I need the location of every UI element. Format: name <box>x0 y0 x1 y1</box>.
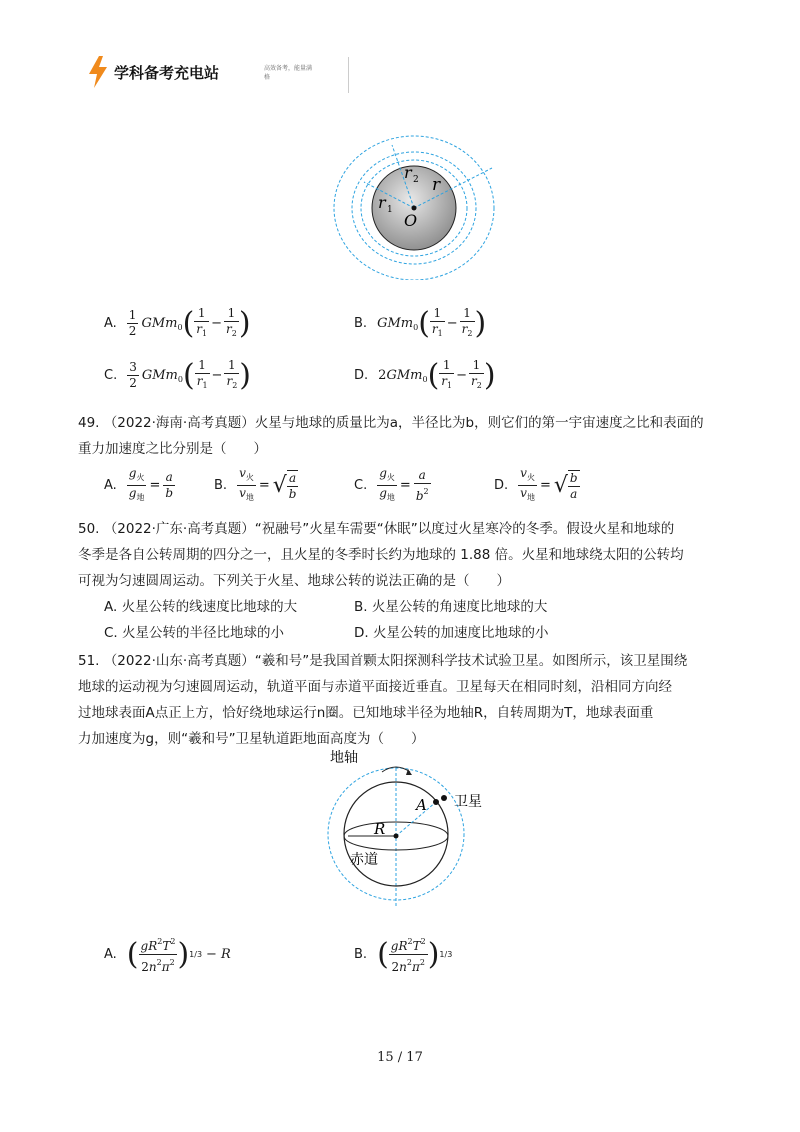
q50-option-c: C. 火星公转的半径比地球的小 <box>104 625 285 641</box>
label-satellite: 卫星 <box>454 794 482 810</box>
brand-name: 学科备考充电站 <box>114 64 220 82</box>
q51-option-b: B. ( $\frac{gR^2T^2}{2n^2\pi^2}$ ) 1/3 <box>354 934 452 975</box>
svg-text:1: 1 <box>387 205 393 215</box>
label-A: A <box>416 796 427 814</box>
q48-option-d: D. 2 GMm$_0$ ( $\frac{1}{r_1}$ − $\frac{1}{r_2}$ ) <box>354 358 496 393</box>
label-axis: 地轴 <box>330 750 358 766</box>
label-equator: 赤道 <box>350 852 378 868</box>
question-51: 51. （2022·山东·高考真题）“羲和号”是我国首颗太阳探测科学技术试验卫星。如图所示，该卫星围绕 地球的运动视为匀速圆周运动，轨道平面与赤道平面接近垂直。卫星每天在相同时刻，沿相同方向经 过地球表面A点正上方，恰好绕地球运行n圈。已知地球半径为地轴R，自转周期为T，地球表面重 力加速度为g，则“羲和号”卫星轨道距地面高度为（ ） <box>78 653 688 747</box>
q50-option-b: B. 火星公转的角速度比地球的大 <box>354 599 548 615</box>
question-source: （2022·山东·高考真题） <box>103 653 255 669</box>
q49-option-c: C. $\frac{g_火}{g_地}$ = $\frac{a}{b^2}$ <box>354 466 429 503</box>
page-number: 15 / 17 <box>377 1050 423 1065</box>
q48-option-a: A. $\frac{1}{2}$ GMm$_0$ ( $\frac{1}{r_1}$ − $\frac{1}{r_2}$ ) <box>104 306 251 341</box>
question-number: 49. <box>78 415 100 431</box>
orbit-diagram <box>320 130 510 280</box>
question-number: 50. <box>78 521 100 537</box>
q51-option-a: A. ( $\frac{gR^2T^2}{2n^2\pi^2}$ ) 1/3 − R <box>104 934 231 975</box>
brand-header <box>78 52 313 92</box>
q49-option-a: A. $\frac{g_火}{g_地}$ = $\frac{a}{b}$ <box>104 466 174 502</box>
label-r2: r <box>404 163 412 182</box>
label-R: R <box>374 820 386 838</box>
svg-text:2: 2 <box>413 175 419 185</box>
earth-satellite-diagram <box>320 748 520 908</box>
q48-option-c: C. $\frac{3}{2}$ GMm$_0$ ( $\frac{1}{r_1}$ − $\frac{1}{r_2}$ ) <box>104 358 252 393</box>
question-source: （2022·海南·高考真题） <box>103 415 255 431</box>
q50-option-d: D. 火星公转的加速度比地球的小 <box>354 625 549 641</box>
brand-divider <box>348 57 349 93</box>
question-49: 49. （2022·海南·高考真题）火星与地球的质量比为a，半径比为b，则它们的第一宇宙速度之比和表面的 重力加速度之比分别是（ ） <box>78 415 704 457</box>
brand-slogan: 高效备考，能量满格 <box>264 65 313 81</box>
label-O: O <box>404 211 418 230</box>
question-source: （2022·广东·高考真题） <box>103 521 255 537</box>
label-r: r <box>432 175 441 195</box>
lightning-bolt-icon <box>88 56 108 88</box>
question-number: 51. <box>78 653 100 669</box>
q48-option-b: B. GMm$_0$ ( $\frac{1}{r_1}$ − $\frac{1}{r_2}$ ) <box>354 306 487 341</box>
question-50: 50. （2022·广东·高考真题）“祝融号”火星车需要“休眠”以度过火星寒冷的冬季。假设火星和地球的 冬季是各自公转周期的四分之一，且火星的冬季时长约为地球的 1.88 倍。火星和地球绕太阳的公转均 可视为匀速圆周运动。下列关于火星、地球公转的说法正确的是（ ） <box>78 521 684 589</box>
q49-option-d: D. $\frac{v_火}{v_地}$ = √ $\frac{b}{a}$ <box>494 466 578 502</box>
label-r1: r <box>378 193 386 212</box>
q50-option-a: A. 火星公转的线速度比地球的大 <box>104 599 298 615</box>
q49-option-b: B. $\frac{v_火}{v_地}$ = √ $\frac{a}{b}$ <box>214 466 297 502</box>
